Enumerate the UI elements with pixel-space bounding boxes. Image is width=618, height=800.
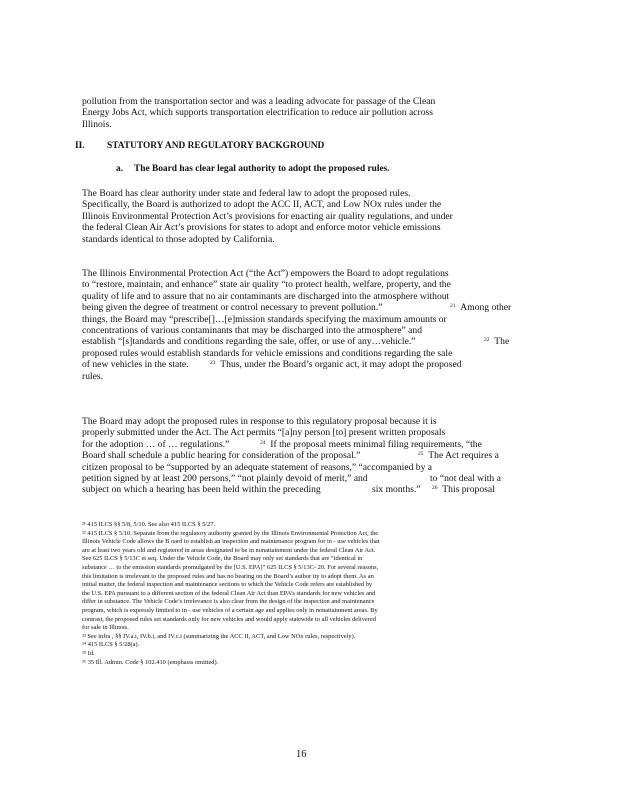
paragraph-authority: [82, 188, 514, 245]
footnote-22-line: contrast, the proposed rules set standards only for new vehicles and would apply statewide to all vehicles delivered: [82, 615, 376, 623]
footnote-ref-24: 24: [260, 439, 266, 446]
text-line: rules.: [82, 370, 104, 382]
intro-paragraph: [82, 96, 514, 130]
footnote-22-line: initial matter, the federal inspection and maintenance sections to which the Vehicle Code refers are established by: [82, 581, 373, 589]
footnote-25: ²⁵ Id.: [82, 649, 95, 657]
footnote-ref-21: 21: [450, 303, 456, 310]
footnote-22-line: for sale in Illinois.: [82, 624, 129, 632]
text-line: Specifically, the Board is authorized to adopt the ACC II, ACT, and Low NOx rules under the: [82, 199, 442, 211]
footnote-26: ²⁶ 35 Ill. Admin. Code § 102.410 (emphasis omitted).: [82, 658, 219, 666]
text-line: proposed rules would establish standards for vehicle emissions and conditions regarding the sale: [82, 347, 453, 359]
text-line: establish “[s]tandards and conditions regarding the sale, offer, or use of any…vehicle.” $^{22}$ The: [82, 336, 510, 348]
footnote-22-line: Illinois Vehicle Code allows the B oard to establish an inspection and maintenance program for in - use vehicles that: [82, 538, 380, 546]
text-line: things, the Board may “prescribe[]…[e]mission standards specifying the maximum amounts or: [82, 313, 447, 325]
section-title: STATUTORY AND REGULATORY BACKGROUND: [107, 141, 325, 151]
text-line: petition signed by at least 200 persons,” “not plainly devoid of merit,” and to “not deal with a: [82, 473, 501, 485]
footnote-ref-22: 22: [484, 337, 490, 344]
text-line: citizen proposal to be “supported by an adequate statement of reasons,” “accompanied by a: [82, 461, 433, 473]
paragraph-illinois-act: [82, 268, 532, 382]
text-line: being given the degree of treatment or control necessary to prevent pollution.” $^{21}$ Among other: [82, 302, 512, 314]
paragraph-proposal: [82, 416, 532, 496]
footnote-22-line: are at least two years old and registered in areas designated to be in nonattainment under the federal Clean Air Act.: [82, 546, 376, 554]
text-line: to “restore, maintain, and enhance” state air quality “to protect health, welfare, property, and the: [82, 279, 451, 291]
text-line: Energy Jobs Act, which supports transportation electrification to reduce air pollution across: [82, 107, 433, 119]
text-line: subject on which a hearing has been held within the preceding six months.” $^{26}$ This proposal: [82, 484, 495, 496]
section-heading: [75, 141, 495, 152]
text-line: for the adoption … of … regulations.” $^{24}$ If the proposal meets minimal filing requirements, “the: [82, 438, 482, 450]
footnote-ref-26: 26: [432, 485, 438, 492]
text-line: concentrations of various contaminants that may be discharged into the atmosphere” and: [82, 325, 423, 337]
text-line: The Board may adopt the proposed rules in response to this regulatory proposal because it is: [82, 416, 437, 427]
footnote-21: ²¹ 415 ILCS §§ 5/8, 5/10. See also 415 ILCS § 5/27.: [82, 521, 216, 528]
footnote-22-line: the U.S. EPA pursuant to a different section of the federal Clean Air Act than EPA’s standards for new vehicles and: [82, 589, 376, 597]
footnote-22-line: ²² 415 ILCS § 5/10. Separate from the regulatory authority granted by the Illinois Environmental Protection Act, the: [82, 529, 379, 537]
footnote-22-line: this limitation is irrelevant to the proposed rules and has no bearing on the Board’s author ity to adopt them. As an: [82, 572, 374, 580]
footnote-23: ²³ See infra , §§ IV.a.i, IV.b.i, and IV.c.i (summarizing the ACC II, ACT, and Low NOx rules, respectively).: [82, 632, 356, 640]
subsection-heading: [116, 164, 496, 175]
footnote-22-line: substance … to the emission standards promulgated by the [U.S. EPA]” 625 ILCS § 5/13C- 20. For several reasons,: [82, 563, 379, 571]
subsection-letter: a.: [116, 164, 124, 174]
subsection-title: The Board has clear legal authority to adopt the proposed rules.: [134, 164, 390, 174]
text-line: Illinois.: [82, 118, 112, 130]
footnote-22-line: See 625 ILCS § 5/13C et seq. Under the Vehicle Code, the Board may only set standards that are “identical in: [82, 555, 363, 563]
text-line: the federal Clean Air Act’s provisions for states to adopt and enforce motor vehicle emissions: [82, 222, 441, 234]
text-line: The Board has clear authority under state and federal law to adopt the proposed rules.: [82, 188, 411, 199]
footnotes: [82, 521, 534, 667]
text-line: quality of life and to assure that no air contaminants are discharged into the atmosphere without: [82, 290, 450, 302]
text-line: Illinois Environmental Protection Act’s provisions for enacting air quality regulations, and under: [82, 210, 453, 222]
text-line: standards identical to those adopted by California.: [82, 233, 275, 245]
section-number: II.: [75, 141, 85, 151]
footnote-22-line: program, which is expressly limited to in - use vehicles of a certain age and applies only in nonattainment areas. By: [82, 606, 378, 614]
footnote-ref-25: 25: [418, 451, 424, 458]
footnote-22-line: differ in substance. The Vehicle Code’s irrelevance is also clear from the design of the inspection and maintenance: [82, 598, 375, 606]
text-line: of new vehicles in the state. $^{23}$ Thus, under the Board’s organic act, it may adopt the proposed: [82, 359, 462, 371]
text-line: properly submitted under the Act. The Act permits “[a]ny person [to] present written proposals: [82, 427, 446, 439]
page-number: 16: [296, 749, 307, 760]
footnote-ref-23: 23: [210, 360, 216, 367]
text-line: The Illinois Environmental Protection Act (“the Act”) empowers the Board to adopt regulations: [82, 268, 449, 279]
text-line: pollution from the transportation sector and was a leading advocate for passage of the Clean: [82, 96, 436, 107]
footnote-24: ²⁴ 415 ILCS § 5/28(a).: [82, 641, 140, 649]
text-line: Board shall schedule a public hearing for consideration of the proposal.” $^{25}$ The Act requires a: [82, 450, 499, 462]
